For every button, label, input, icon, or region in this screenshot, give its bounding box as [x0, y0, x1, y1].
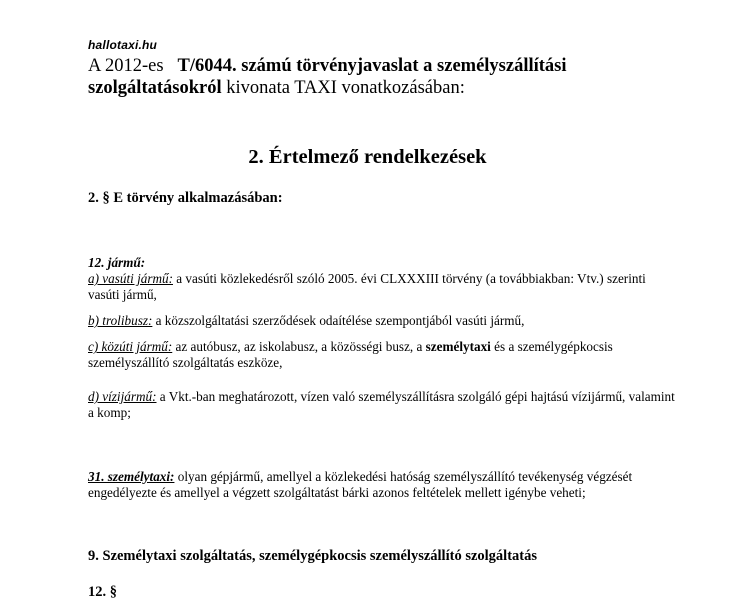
- definition-12c-bold: személytaxi: [425, 339, 491, 354]
- site-logo: hallotaxi.hu: [88, 38, 158, 52]
- definition-12-heading-block: [88, 255, 678, 303]
- paragraph-12-heading: 12. §: [88, 584, 117, 600]
- intro-line2-bold: szolgáltatásokról: [88, 78, 222, 98]
- definition-31-text: olyan gépjármű, amellyel a közlekedési hatóság személyszállító tevékenység végzését engedélyezte és amellyel a végzett szolgáltatást bárki azonos feltételek mellett igénybe veheti;: [88, 469, 633, 500]
- definition-12d-block: [88, 389, 678, 421]
- definition-12b-term: b) trolibusz:: [88, 313, 153, 328]
- definition-12b-text: a közszolgáltatási szerződések odaítélése szempontjából vasúti jármű,: [152, 313, 525, 328]
- definition-12c-term: c) közúti jármű:: [88, 339, 173, 354]
- definition-12a-term: a) vasúti jármű:: [88, 271, 173, 286]
- definition-12c-text1: az autóbusz, az iskolabusz, a közösségi busz, a: [172, 339, 426, 354]
- intro-line2-rest: kivonata TAXI vonatkozásában:: [221, 78, 465, 98]
- definition-12d-term: d) vízijármű:: [88, 389, 157, 404]
- definition-12a-text: a vasúti közlekedésről szóló 2005. évi CLXXXIII törvény (a továbbiakban: Vtv.) szerinti vasúti jármű,: [88, 271, 646, 302]
- definition-12d-text: a Vkt.-ban meghatározott, vízen való személyszállításra szolgáló gépi hajtású vízijármű, valamint a komp;: [88, 389, 675, 420]
- definition-31-block: [88, 469, 678, 501]
- bill-number: T/6044. számú törvényjavaslat a személyszállítási: [177, 56, 567, 76]
- intro-prefix: A 2012-es: [88, 56, 164, 76]
- section-heading: 2. § E törvény alkalmazásában:: [88, 190, 283, 206]
- definition-12b-block: [88, 313, 678, 329]
- chapter-9-heading: 9. Személytaxi szolgáltatás, személygépkocsis személyszállító szolgáltatás: [88, 548, 538, 564]
- definition-12c-block: [88, 339, 678, 371]
- chapter-title: 2. Értelmező rendelkezések: [248, 146, 487, 168]
- intro-paragraph: [88, 55, 708, 99]
- definition-12c-text2: és a személygépkocsis személyszállító szolgáltatás eszköze,: [88, 339, 613, 370]
- definition-12-heading: 12. jármű:: [88, 255, 146, 270]
- definition-31-term: 31. személytaxi:: [88, 469, 175, 484]
